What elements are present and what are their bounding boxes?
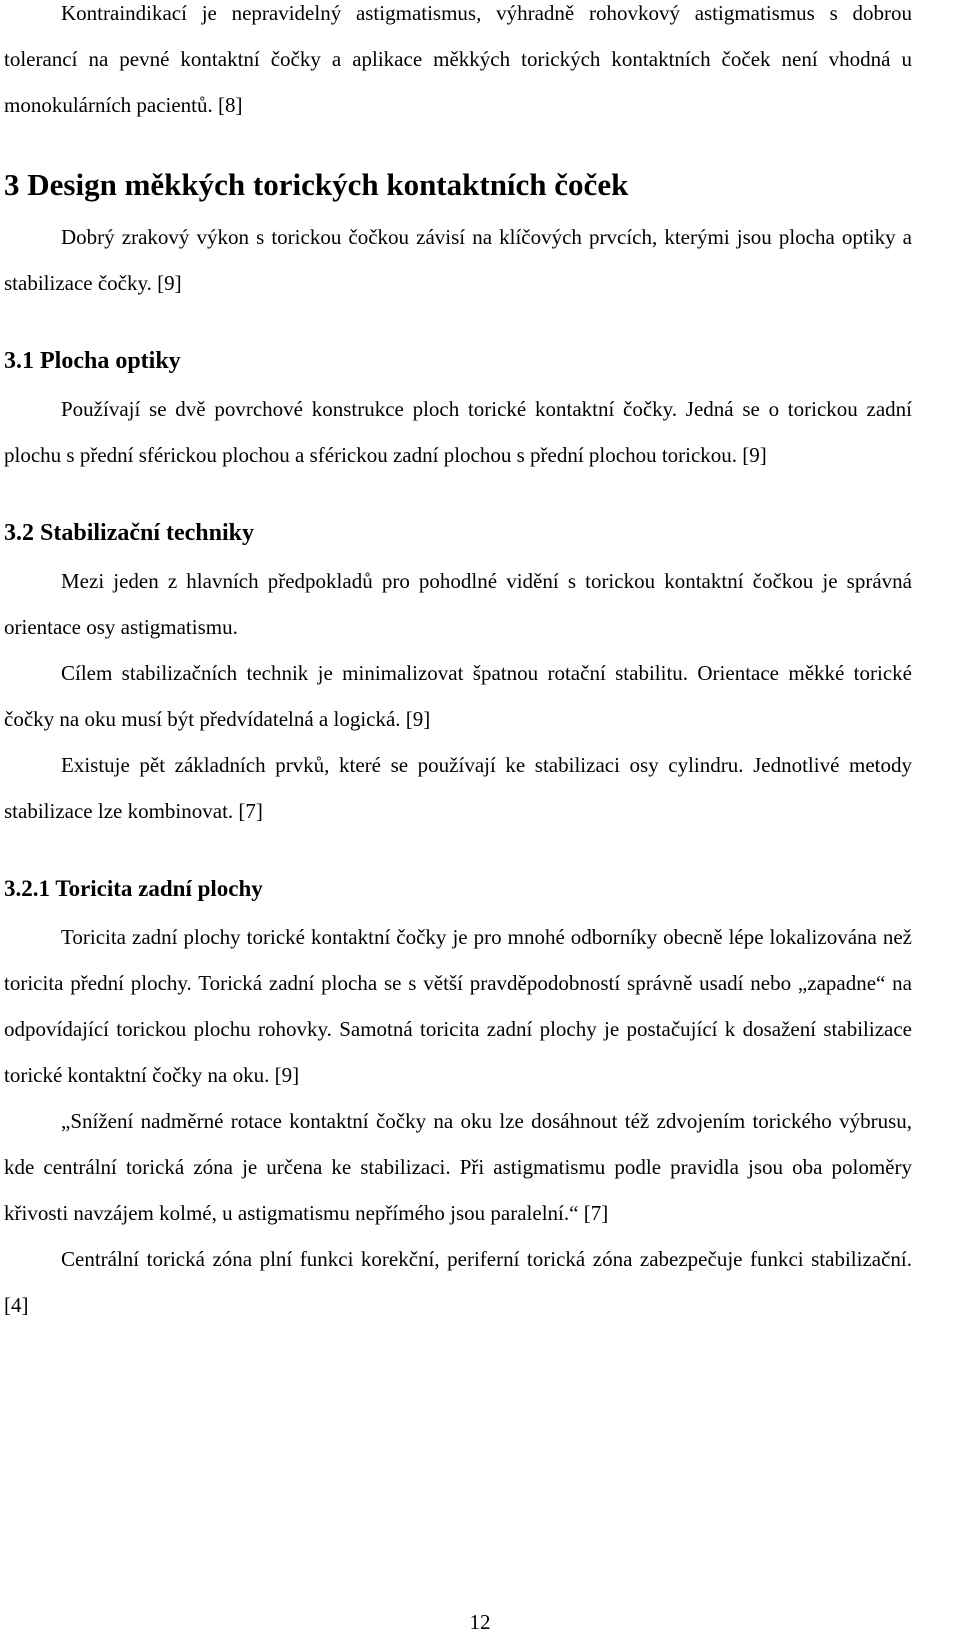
section-3-2-1-paragraph-2: „Snížení nadměrné rotace kontaktní čočky na oku lze dosáhnout též zdvojením torického výbrusu, kde centrální torická zóna je určena ke stabilizaci. Při astigmatismu podle pravidla jsou oba poloměry křivosti navzájem kolmé, u astigmatismu nepřímého jsou paralelní.“ [7] xyxy=(4,1109,912,1225)
section-3-2-1-paragraph-3: Centrální torická zóna plní funkci korekční, periferní torická zóna zabezpečuje funkci stabilizační. [4] xyxy=(4,1247,912,1317)
section-3-2-paragraph-2: Cílem stabilizačních technik je minimalizovat špatnou rotační stabilitu. Orientace měkké torické čočky na oku musí být předvídatelná a logická. [9] xyxy=(4,661,912,731)
document-page xyxy=(4,0,912,1328)
section-3-1-heading: 3.1 Plocha optiky xyxy=(4,348,181,374)
chapter-3-heading: 3 Design měkkých torických kontaktních čoček xyxy=(4,167,629,202)
section-3-2-heading: 3.2 Stabilizační techniky xyxy=(4,520,255,546)
intro-paragraph: Kontraindikací je nepravidelný astigmatismus, výhradně rohovkový astigmatismus s dobrou tolerancí na pevné kontaktní čočky a aplikace měkkých torických kontaktních čoček není vhodná u monokulárních pacientů. [8] xyxy=(4,1,912,117)
section-3-1-paragraph: Používají se dvě povrchové konstrukce ploch torické kontaktní čočky. Jedná se o torickou zadní plochu s přední sférickou plochou a sférickou zadní plochou s přední plochou torickou. [9] xyxy=(4,397,912,467)
section-3-2-paragraph-3: Existuje pět základních prvků, které se používají ke stabilizaci osy cylindru. Jednotlivé metody stabilizace lze kombinovat. [7] xyxy=(4,753,912,823)
section-3-2-paragraph-1: Mezi jeden z hlavních předpokladů pro pohodlné vidění s torickou kontaktní čočkou je správná orientace osy astigmatismu. xyxy=(4,569,912,639)
page-number: 12 xyxy=(469,1610,491,1634)
section-3-2-1-paragraph-1: Toricita zadní plochy torické kontaktní čočky je pro mnohé odborníky obecně lépe lokalizována než toricita přední plochy. Torická zadní plocha se s větší pravděpodobností správně usadí nebo „zapadne“ na odpovídající torickou plochu rohovky. Samotná toricita zadní plochy je postačující k dosažení stabilizace torické kontaktní čočky na oku. [9] xyxy=(4,925,912,1087)
section-3-2-1-heading: 3.2.1 Toricita zadní plochy xyxy=(4,876,263,901)
chapter-3-paragraph: Dobrý zrakový výkon s torickou čočkou závisí na klíčových prvcích, kterými jsou plocha optiky a stabilizace čočky. [9] xyxy=(4,225,912,295)
